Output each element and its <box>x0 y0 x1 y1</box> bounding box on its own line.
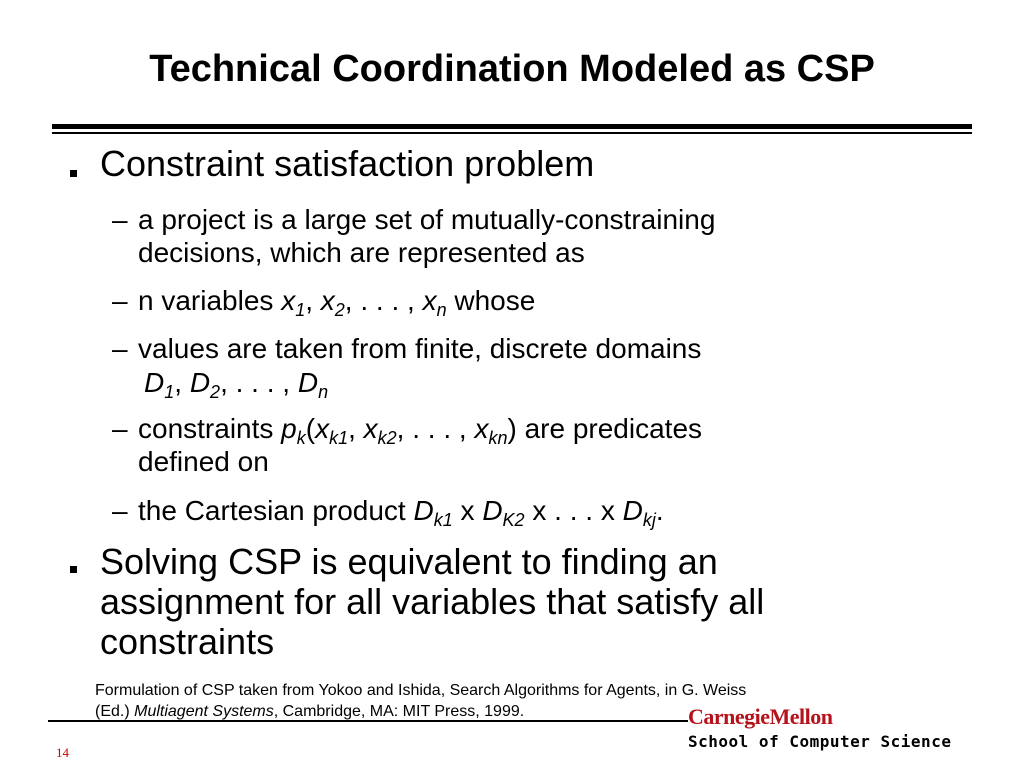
citation-book-title: Multiagent Systems <box>134 703 274 720</box>
footer-divider <box>48 720 688 722</box>
dash-marker: – <box>112 495 128 526</box>
sub-bullet-text: values are taken from finite, discrete domains <box>138 333 702 364</box>
logo-school-name: School of Computer Science <box>688 732 952 751</box>
cmu-logo <box>688 704 951 751</box>
citation-reference <box>95 680 746 722</box>
sub-bullet-text: decisions, which are represented as <box>138 237 585 268</box>
sub-bullet-text: a project is a large set of mutually-constraining <box>138 204 716 235</box>
citation-line: (Ed.) Multiagent Systems, Cambridge, MA: MIT Press, 1999. <box>95 703 525 720</box>
citation-line: Formulation of CSP taken from Yokoo and Ishida, Search Algorithms for Agents, in G. Weiss <box>95 682 747 699</box>
bullet-square-marker <box>70 170 77 177</box>
bullet-line: Solving CSP is equivalent to finding an <box>100 541 718 582</box>
sub-bullet-text: defined on <box>138 446 269 477</box>
bullet-line: assignment for all variables that satisfy all <box>100 581 765 622</box>
sub-bullet-text: the Cartesian product $D_{k1}$ x $D_{K2}$ x . . . x $D_{kj}$. <box>138 495 664 530</box>
sub-bullet-text: constraints $p_k(x_{k1}$, $x_{k2}$, . . . , $x_{kn}$) are predicates <box>138 413 703 448</box>
sub-bullet-text: $D_1$, $D_2$, . . . , $D_n$ <box>144 367 329 402</box>
logo-university-name: CarnegieMellon <box>688 704 833 729</box>
bullet-square-marker <box>70 566 77 573</box>
sub-bullet-text: n variables $x_1$, $x_2$, . . . , $x_n$ whose <box>138 285 536 320</box>
bullet-solving-csp <box>100 542 764 662</box>
slide-title: Technical Coordination Modeled as CSP <box>149 48 875 90</box>
bullet-line: constraints <box>100 621 275 662</box>
title-divider-thin <box>52 132 972 134</box>
page-number: 14 <box>56 745 69 760</box>
bullet-constraint-satisfaction: Constraint satisfaction problem <box>100 143 595 184</box>
dash-marker: – <box>112 285 128 316</box>
dash-marker: – <box>112 413 128 444</box>
title-divider-thick <box>52 124 972 129</box>
dash-marker: – <box>112 204 128 235</box>
dash-marker: – <box>112 333 128 364</box>
